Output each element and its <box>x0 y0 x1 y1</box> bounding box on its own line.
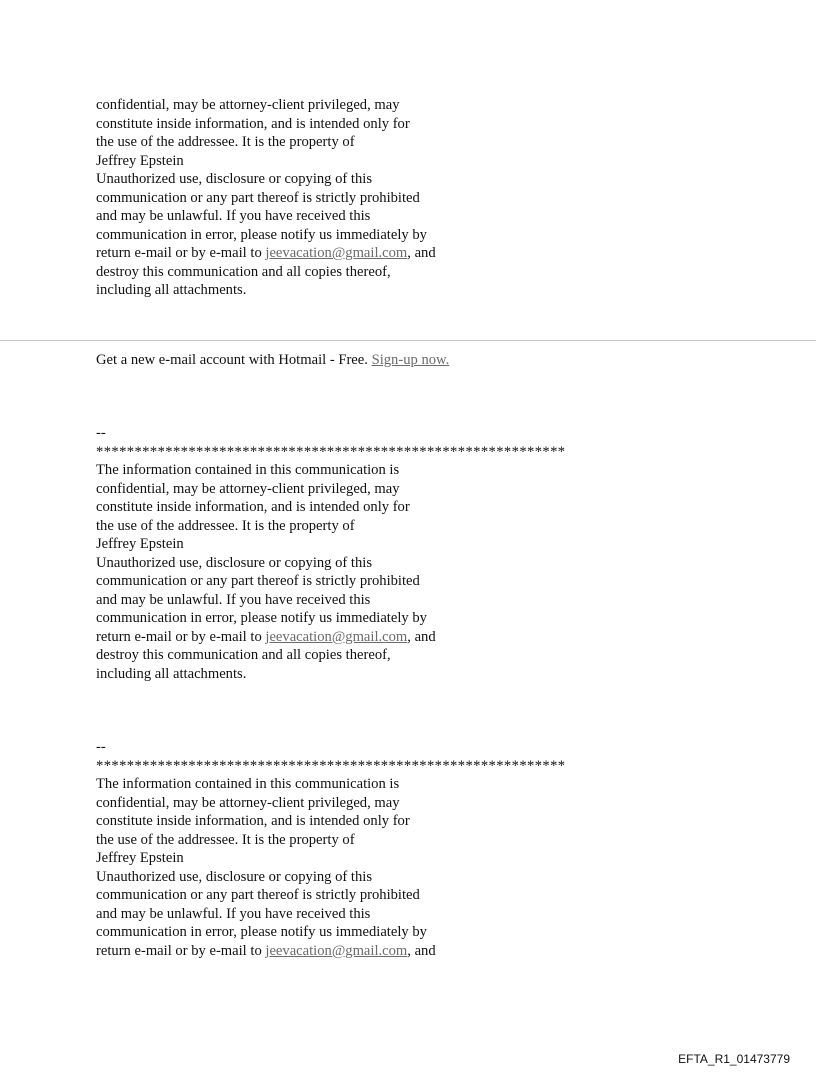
disclaimer-line: destroy this communication and all copies thereof, <box>96 263 391 280</box>
disclaimer-line: communication or any part thereof is strictly prohibited <box>96 887 420 903</box>
disclaimer-line: confidential, may be attorney-client privileged, may <box>96 97 400 113</box>
disclaimer-line: the use of the addressee. It is the property of <box>96 831 355 848</box>
horizontal-divider <box>0 340 816 341</box>
email-link[interactable]: jeevacation@gmail.com <box>265 245 408 261</box>
email-prefix: return e-mail or by e-mail to <box>96 942 266 959</box>
signup-link[interactable]: Sign-up now. <box>371 352 450 368</box>
disclaimer-line: Unauthorized use, disclosure or copying of this <box>96 171 373 187</box>
disclaimer-block-1 <box>96 96 436 300</box>
disclaimer-line: The information contained in this communication is <box>96 462 400 478</box>
asterisk-separator: ************************************************************* <box>96 443 566 460</box>
disclaimer-line: communication or any part thereof is strictly prohibited <box>96 573 420 589</box>
disclaimer-line: confidential, may be attorney-client privileged, may <box>96 794 400 811</box>
disclaimer-line: Unauthorized use, disclosure or copying of this <box>96 554 373 571</box>
disclaimer-line: Jeffrey Epstein <box>96 850 184 866</box>
disclaimer-line: Jeffrey Epstein <box>96 536 184 552</box>
disclaimer-line: The information contained in this communication is <box>96 776 400 792</box>
disclaimer-email-line <box>96 244 436 263</box>
signature-dashes: -- <box>96 739 106 755</box>
email-prefix: return e-mail or by e-mail to <box>96 628 266 645</box>
disclaimer-line: including all attachments. <box>96 282 247 298</box>
disclaimer-email-line <box>96 628 566 647</box>
disclaimer-line: and may be unlawful. If you have received this <box>96 905 371 922</box>
disclaimer-line: the use of the addressee. It is the property of <box>96 134 355 150</box>
email-link[interactable]: jeevacation@gmail.com <box>265 942 408 959</box>
hotmail-promo <box>96 351 449 370</box>
disclaimer-line: communication or any part thereof is strictly prohibited <box>96 189 420 206</box>
disclaimer-line: and may be unlawful. If you have received this <box>96 591 371 608</box>
disclaimer-line: constitute inside information, and is intended only for <box>96 499 410 515</box>
hotmail-promo-text: Get a new e-mail account with Hotmail - Free. <box>96 352 372 368</box>
email-suffix: , and <box>407 942 436 959</box>
disclaimer-block-2 <box>96 424 566 683</box>
signature-dashes: -- <box>96 425 106 441</box>
disclaimer-line: communication in error, please notify us immediately by <box>96 924 427 940</box>
disclaimer-line: constitute inside information, and is intended only for <box>96 115 410 132</box>
document-id: EFTA_R1_01473779 <box>678 1052 790 1066</box>
hotmail-promo-line <box>96 351 449 370</box>
email-suffix: , and <box>407 628 436 645</box>
disclaimer-line: the use of the addressee. It is the property of <box>96 517 355 534</box>
disclaimer-email-line <box>96 942 566 961</box>
disclaimer-line: constitute inside information, and is intended only for <box>96 813 410 829</box>
disclaimer-line: confidential, may be attorney-client privileged, may <box>96 480 400 497</box>
email-link[interactable]: jeevacation@gmail.com <box>265 628 408 645</box>
disclaimer-line: including all attachments. <box>96 665 247 682</box>
disclaimer-line: destroy this communication and all copies thereof, <box>96 647 391 663</box>
email-prefix: return e-mail or by e-mail to <box>96 245 266 261</box>
disclaimer-block-3 <box>96 738 566 960</box>
disclaimer-line: Unauthorized use, disclosure or copying of this <box>96 868 373 885</box>
disclaimer-line: communication in error, please notify us immediately by <box>96 610 427 626</box>
asterisk-separator: ************************************************************* <box>96 757 566 774</box>
disclaimer-line: communication in error, please notify us immediately by <box>96 226 427 243</box>
email-suffix: , and <box>407 245 436 261</box>
disclaimer-line: Jeffrey Epstein <box>96 152 184 169</box>
disclaimer-line: and may be unlawful. If you have received this <box>96 208 371 224</box>
